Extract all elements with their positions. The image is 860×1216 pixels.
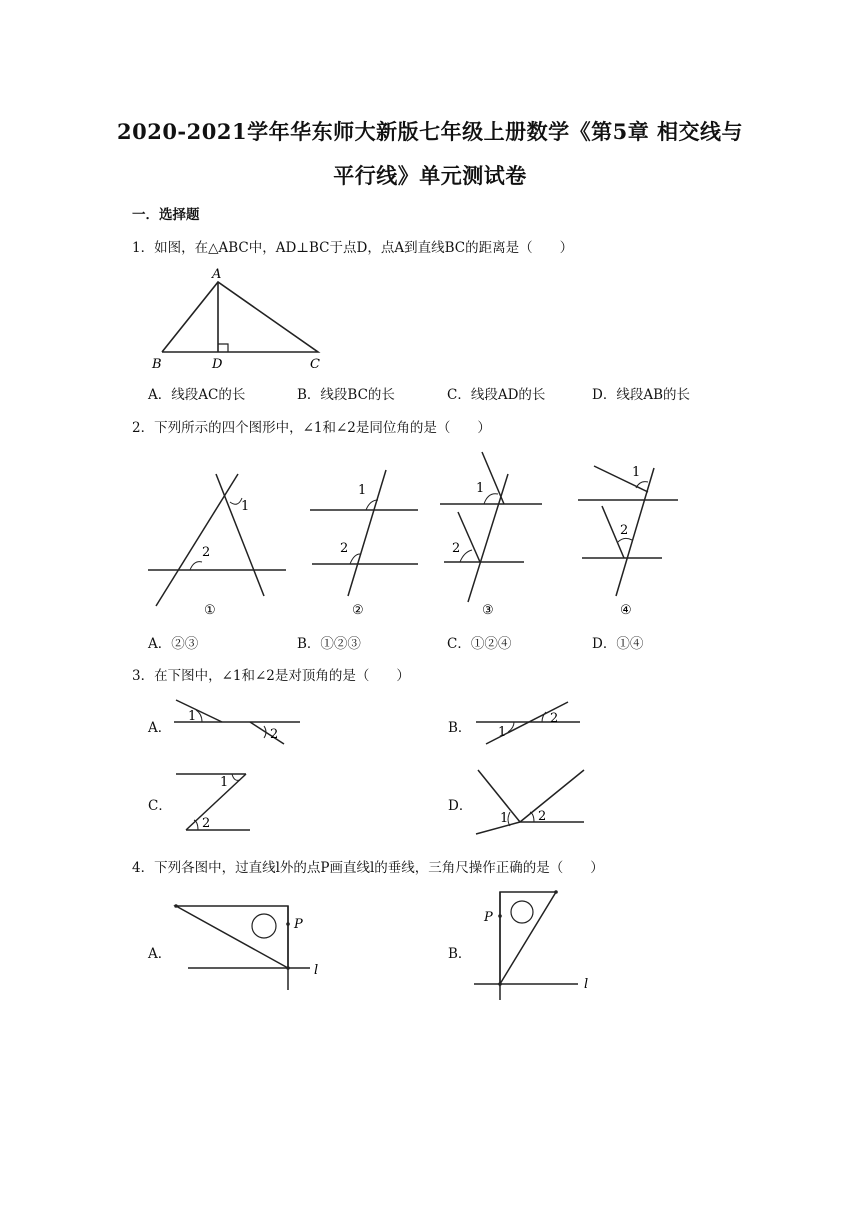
section-heading: 一．选择题 xyxy=(132,207,200,223)
q1-label-c: C xyxy=(310,357,320,372)
q2-f3-angle2: 2 xyxy=(452,541,461,556)
q1-label-d: D xyxy=(212,357,223,372)
q2-f2-angle1: 1 xyxy=(358,483,367,498)
q2-option-c[interactable]: C．①②④ xyxy=(447,636,512,652)
q1-triangle-figure xyxy=(148,264,328,374)
q2-f3-angle1: 1 xyxy=(476,481,485,496)
q2-figure-1 xyxy=(148,474,286,618)
q3-figure-d xyxy=(472,764,590,838)
q4-a-label-l: l xyxy=(314,963,319,978)
q3-option-d[interactable]: D． xyxy=(448,798,473,814)
question-4-stem: 4．下列各图中，过直线l外的点P画直线l的垂线，三角尺操作正确的是（ ） xyxy=(132,860,604,876)
question-1-stem: 1．如图，在△ABC中，AD⊥BC于点D，点A到直线BC的距离是（ ） xyxy=(132,240,574,256)
q2-figure-3 xyxy=(440,452,542,618)
q4-a-label-p: P xyxy=(294,917,303,932)
page-title-line1: 2020-2021学年华东师大新版七年级上册数学《第5章 相交线与 xyxy=(116,119,744,144)
q2-figure-4 xyxy=(578,465,678,618)
q4-option-a[interactable]: A． xyxy=(148,946,172,962)
q2-four-figures xyxy=(146,446,686,622)
q3-d-angle1: 1 xyxy=(500,811,509,826)
q2-f3-caption: ③ xyxy=(482,603,494,618)
q3-option-c[interactable]: C． xyxy=(148,798,172,814)
q3-a-angle1: 1 xyxy=(188,709,197,724)
q3-c-angle1: 1 xyxy=(220,775,229,790)
q2-option-a[interactable]: A．②③ xyxy=(148,636,199,652)
q2-f4-angle1: 1 xyxy=(632,465,641,480)
q4-figure-b xyxy=(470,888,600,1004)
q3-b-angle2: 2 xyxy=(550,711,559,726)
question-2-stem: 2．下列所示的四个图形中，∠1和∠2是同位角的是（ ） xyxy=(132,420,491,436)
q1-option-d[interactable]: D．线段AB的长 xyxy=(592,387,690,403)
q2-f4-angle2: 2 xyxy=(620,523,629,538)
q3-a-angle2: 2 xyxy=(270,727,279,742)
q3-option-b[interactable]: B． xyxy=(448,720,472,736)
q3-c-angle2: 2 xyxy=(202,816,211,831)
q3-option-a[interactable]: A． xyxy=(148,720,172,736)
q2-f4-caption: ④ xyxy=(620,603,632,618)
q1-option-b[interactable]: B．线段BC的长 xyxy=(297,387,395,403)
q4-figure-a xyxy=(172,898,332,994)
q3-figure-c xyxy=(172,770,252,834)
question-3-stem: 3．在下图中，∠1和∠2是对顶角的是（ ） xyxy=(132,668,410,684)
q3-d-angle2: 2 xyxy=(538,809,547,824)
q1-label-a: A xyxy=(212,267,222,282)
q4-b-label-p: P xyxy=(484,910,493,925)
q4-option-b[interactable]: B． xyxy=(448,946,472,962)
q3-figure-a xyxy=(172,698,302,748)
q1-option-a[interactable]: A．线段AC的长 xyxy=(148,387,246,403)
q2-f1-angle2: 2 xyxy=(202,545,211,560)
q2-f2-angle2: 2 xyxy=(340,541,349,556)
q2-option-d[interactable]: D．①④ xyxy=(592,636,644,652)
q1-label-b: B xyxy=(152,357,162,372)
q1-option-c[interactable]: C．线段AD的长 xyxy=(447,387,546,403)
q2-f1-angle1: 1 xyxy=(241,499,250,514)
q2-option-b[interactable]: B．①②③ xyxy=(297,636,361,652)
q3-b-angle1: 1 xyxy=(498,725,507,740)
q3-figure-b xyxy=(472,698,584,750)
q2-f2-caption: ② xyxy=(352,603,364,618)
q4-b-label-l: l xyxy=(584,977,589,992)
page-title-line2: 平行线》单元测试卷 xyxy=(333,163,527,188)
q2-figure-2 xyxy=(310,470,418,618)
q2-f1-caption: ① xyxy=(204,603,216,618)
